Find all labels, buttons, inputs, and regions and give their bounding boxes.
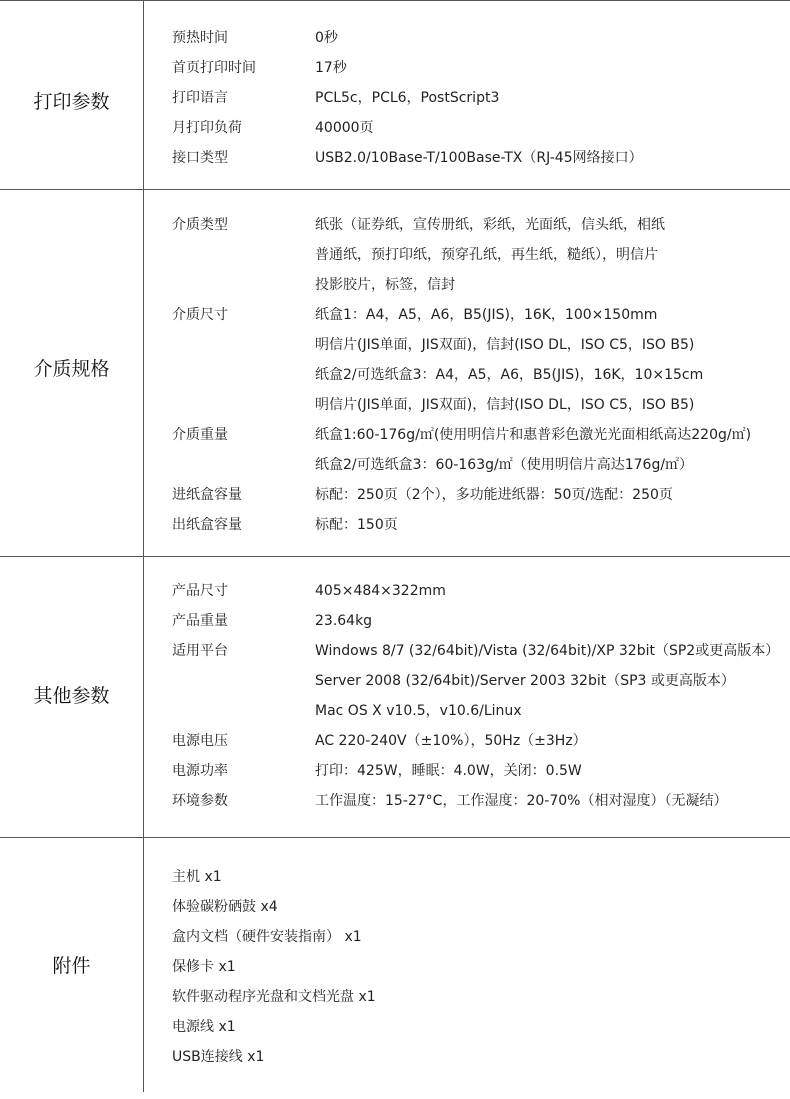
spec-value: Windows 8/7 (32/64bit)/Vista (32/64bit)/XP 32bit（SP2或更高版本） bbox=[315, 643, 780, 659]
accessory-item: USB连接线 x1 bbox=[172, 1049, 265, 1065]
accessory-item: 主机 x1 bbox=[172, 869, 222, 885]
spec-row bbox=[172, 756, 779, 786]
spec-value: AC 220-240V（±10%），50Hz（±3Hz） bbox=[315, 733, 587, 749]
spec-value: 23.64kg bbox=[315, 613, 373, 629]
spec-value: 纸盒1：A4，A5，A6，B5(JIS)，16K，100×150mm bbox=[315, 307, 658, 323]
spec-value: 纸盒2/可选纸盒3：60-163g/㎡（使用明信片高达176g/㎡） bbox=[315, 457, 694, 473]
spec-label: 电源电压 bbox=[172, 733, 228, 749]
spec-row bbox=[172, 726, 779, 756]
spec-label: 适用平台 bbox=[172, 643, 228, 659]
spec-value: 工作温度：15-27°C，工作湿度：20-70%（相对湿度）（无凝结） bbox=[315, 793, 728, 809]
spec-row bbox=[172, 420, 751, 480]
spec-label: 产品重量 bbox=[172, 613, 228, 629]
spec-value: 标配：150页 bbox=[315, 517, 398, 533]
section-title: 其他参数 bbox=[33, 685, 110, 707]
spec-value: 明信片(JIS单面，JIS双面)，信封(ISO DL，ISO C5，ISO B5) bbox=[315, 337, 695, 353]
spec-row bbox=[172, 636, 779, 726]
spec-value: USB2.0/10Base-T/100Base-TX（RJ-45网络接口） bbox=[315, 150, 643, 166]
spec-value: 打印：425W，睡眠：4.0W，关闭：0.5W bbox=[315, 763, 582, 779]
spec-value: 标配：250页（2个），多功能进纸器：50页/选配：250页 bbox=[315, 487, 673, 503]
spec-value: 普通纸，预打印纸，预穿孔纸，再生纸，糙纸），明信片 bbox=[315, 247, 658, 263]
accessory-item: 盒内文档（硬件安装指南） x1 bbox=[172, 929, 362, 945]
spec-value: Server 2008 (32/64bit)/Server 2003 32bit（SP3 或更高版本） bbox=[315, 673, 735, 689]
section-print-params bbox=[0, 0, 790, 189]
spec-label: 接口类型 bbox=[172, 150, 228, 166]
spec-row bbox=[172, 210, 751, 300]
spec-value: 0秒 bbox=[315, 30, 338, 46]
section-title: 附件 bbox=[52, 955, 91, 977]
spec-row bbox=[172, 300, 751, 420]
spec-value: Mac OS X v10.5，v10.6/Linux bbox=[315, 703, 522, 719]
spec-label: 电源功率 bbox=[172, 763, 228, 779]
spec-row bbox=[172, 786, 779, 816]
section-title: 介质规格 bbox=[33, 358, 110, 380]
spec-value: 405×484×322mm bbox=[315, 583, 446, 599]
spec-label: 进纸盒容量 bbox=[172, 487, 242, 503]
spec-label: 介质重量 bbox=[172, 427, 228, 443]
spec-label: 预热时间 bbox=[172, 30, 228, 46]
spec-value: 纸盒2/可选纸盒3：A4，A5，A6，B5(JIS)，16K，10×15cm bbox=[315, 367, 704, 383]
spec-row bbox=[172, 606, 779, 636]
spec-value: 17秒 bbox=[315, 60, 347, 76]
accessory-item: 体验碳粉硒鼓 x4 bbox=[172, 899, 278, 915]
spec-row bbox=[172, 113, 643, 143]
spec-row bbox=[172, 510, 751, 540]
spec-value: 投影胶片，标签，信封 bbox=[315, 277, 455, 293]
spec-row bbox=[172, 53, 643, 83]
section-media-specs bbox=[0, 189, 790, 556]
spec-value: 纸张（证券纸，宣传册纸，彩纸，光面纸，信头纸，相纸 bbox=[315, 217, 665, 233]
spec-value: PCL5c，PCL6，PostScript3 bbox=[315, 90, 500, 106]
spec-label: 打印语言 bbox=[172, 90, 228, 106]
spec-row bbox=[172, 23, 643, 53]
spec-label: 介质类型 bbox=[172, 217, 228, 233]
spec-row bbox=[172, 480, 751, 510]
spec-row bbox=[172, 143, 643, 173]
section-accessories bbox=[0, 837, 790, 1092]
spec-value: 明信片(JIS单面，JIS双面)，信封(ISO DL，ISO C5，ISO B5) bbox=[315, 397, 695, 413]
spec-label: 首页打印时间 bbox=[172, 60, 256, 76]
accessory-item: 电源线 x1 bbox=[172, 1019, 236, 1035]
spec-label: 月打印负荷 bbox=[172, 120, 242, 136]
spec-row bbox=[172, 576, 779, 606]
spec-label: 出纸盒容量 bbox=[172, 517, 242, 533]
section-other-params bbox=[0, 556, 790, 837]
spec-value: 纸盒1:60-176g/㎡(使用明信片和惠普彩色激光光面相纸高达220g/㎡) bbox=[315, 427, 752, 443]
spec-value: 40000页 bbox=[315, 120, 374, 136]
section-title: 打印参数 bbox=[33, 91, 110, 113]
spec-label: 环境参数 bbox=[172, 793, 228, 809]
spec-label: 产品尺寸 bbox=[172, 583, 228, 599]
accessory-item: 软件驱动程序光盘和文档光盘 x1 bbox=[172, 989, 376, 1005]
spec-row bbox=[172, 83, 643, 113]
accessory-item: 保修卡 x1 bbox=[172, 959, 236, 975]
spec-label: 介质尺寸 bbox=[172, 307, 228, 323]
